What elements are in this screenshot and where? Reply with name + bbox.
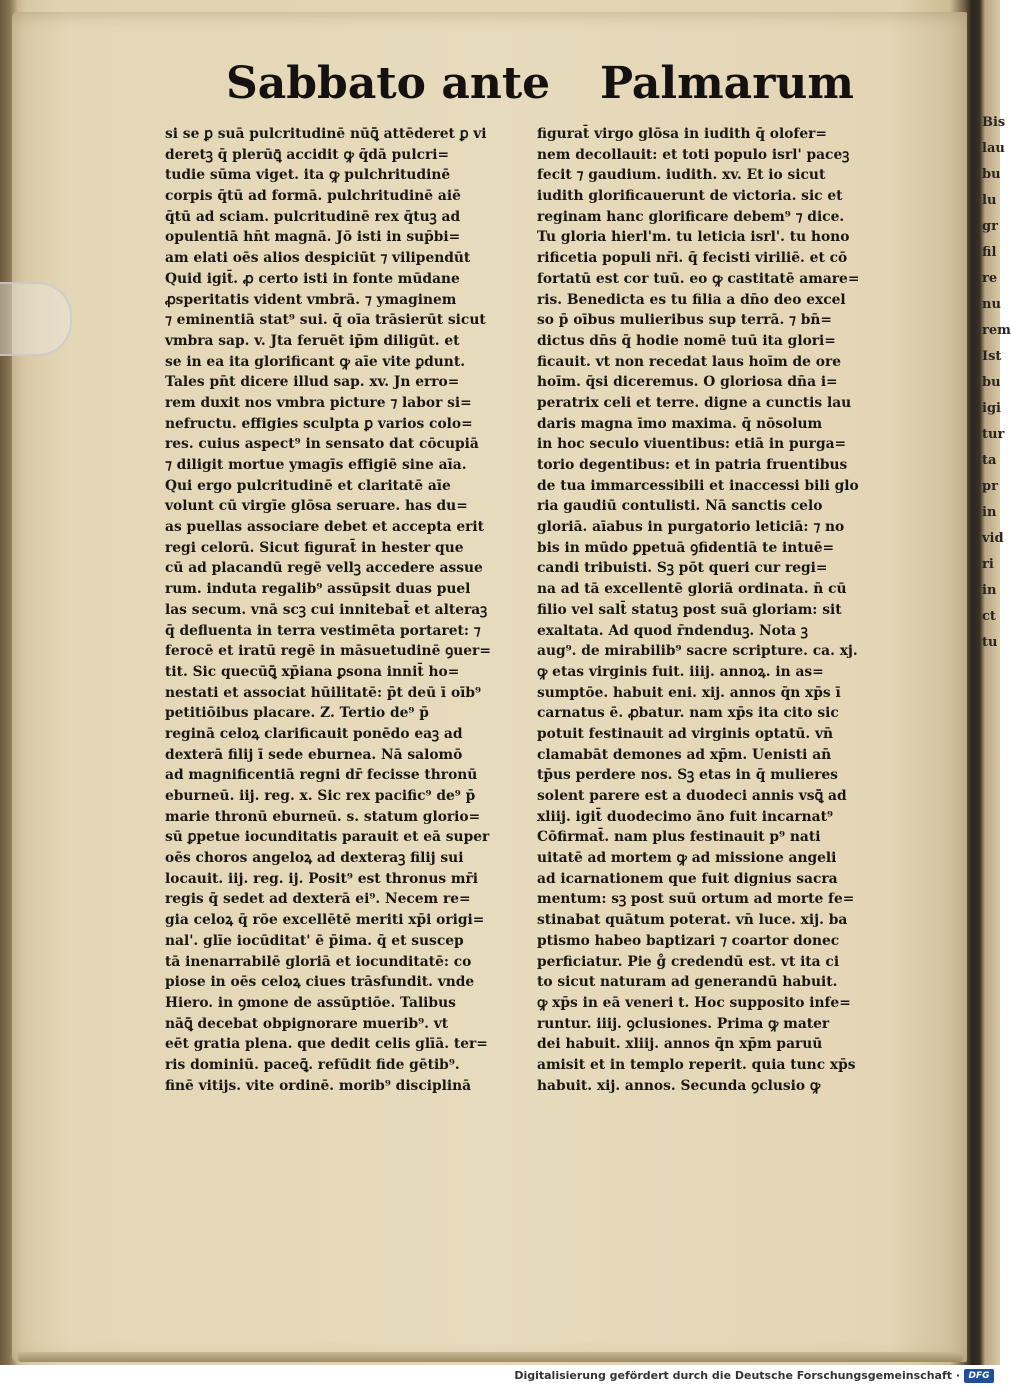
text-line: regis q̄ sedet ad dexterā ei⁹. Necem re=	[165, 891, 471, 908]
text-line: se in ea ita glorificant ꝙ aīe vite ꝑdunt.	[165, 353, 465, 370]
text-line: reginam hanc glorificare debem⁹ ⁊ dice.	[537, 208, 845, 225]
text-line: ⁊ diligit mortue ymagīs effigiē sine aīa.	[165, 457, 467, 473]
text-line: peratrix celi et terre. digne a cunctis lau	[537, 394, 852, 411]
text-line: q̄tū ad sciam. pulcritudinē rex q̄tuꝫ ad	[165, 208, 461, 225]
edge-text-fragment: lau	[982, 141, 1005, 156]
text-line: aug⁹. de mirabilib⁹ sacre scripture. ca. xj.	[537, 643, 858, 660]
text-line: tā inenarrabilē gloriā et iocunditatē: co	[165, 953, 472, 970]
text-line: deretꝫ q̄ plerūꝗ̄ accidit ꝙ q̄dā pulcri=	[165, 146, 450, 163]
text-line: xliij. igit̄ duodecimo āno fuit incarnat⁹	[537, 808, 834, 825]
running-head-left: Sabbato ante	[226, 58, 551, 109]
text-line: cū ad placandū regē vellꝫ accedere assue	[165, 560, 483, 577]
text-line: hoīm. q̄si diceremus. O gloriosa dn̄a i=	[537, 374, 838, 391]
text-line: in hoc seculo viuentibus: etiā in purga=	[537, 436, 847, 453]
text-line: ptismo habeo baptizari ⁊ coartor donec	[537, 932, 840, 949]
text-line: ⁊ eminentiā stat⁹ sui. q̄ oīa trāsierūt sicut	[165, 312, 486, 329]
text-line: ficauit. vt non recedat laus hoīm de ore	[537, 353, 842, 370]
text-line: rum. induta regalib⁹ assūpsit duas puel	[165, 581, 471, 598]
edge-text-fragment: ct	[982, 609, 996, 624]
text-column-right	[537, 124, 899, 1096]
text-line: locauit. iij. reg. ij. Posit⁹ est thronus mr̄i	[165, 870, 479, 887]
text-line: sumptōe. habuit eni. xij. annos q̄n xp̄s ī	[537, 684, 841, 701]
text-line: eēt gratia plena. que dedit celis glīā. ter=	[165, 1036, 488, 1053]
text-line: regi celorū. Sicut figurat̄ in hester que	[165, 539, 464, 556]
edge-text-fragment: Ist	[982, 349, 1002, 364]
text-column-left	[165, 124, 517, 1096]
text-line: nefructu. effigies sculpta ꝑ varios colo=	[165, 415, 473, 432]
text-line: opulentiā hn̄t magnā. Jō isti in sup̄bi=	[165, 229, 461, 246]
text-line: solent parere est a duodeci annis vsꝗ̄ ad	[537, 788, 847, 804]
text-line: de tua immarcessibili et inaccessi bili glo	[537, 477, 859, 494]
footer-bar	[0, 1366, 1000, 1387]
text-line: corpis q̄tū ad formā. pulchritudinē aiē	[165, 188, 461, 205]
text-line: vmbra sap. v. Jta feruēt ip̄m diligūt. et	[165, 332, 460, 349]
text-line: clamabāt demones ad xp̄m. Uenisti an̄	[537, 746, 832, 763]
text-line: piose in oēs celoꝝ ciues trāsfundit. vnde	[165, 974, 475, 991]
text-line: Tu gloria hierl'm. tu leticia isrl'. tu hono	[537, 229, 850, 246]
text-line: ria gaudiū contulisti. Nā sanctis celo	[537, 498, 823, 515]
edge-text-fragment: Bis	[982, 115, 1006, 130]
edge-text-fragment: gr	[982, 219, 998, 234]
text-line: daris magna īmo maxima. q̄ nōsolum	[537, 415, 823, 432]
text-line: tudie sūma viget. ita ꝙ pulchritudinē	[165, 167, 451, 184]
text-line: perficiatur. Pie g̊ credendū est. vt ita ci	[537, 953, 840, 970]
edge-text-fragment: bu	[982, 375, 1001, 390]
text-line: ad icarnationem que fuit dignius sacra	[537, 870, 838, 887]
text-line: am elati oēs alios despiciūt ⁊ vilipendūt	[165, 250, 471, 267]
text-line: so p̄ oībus mulieribus sup terrā. ⁊ bn̄=	[537, 312, 832, 329]
text-line: finē vitijs. vite ordinē. morib⁹ disciplinā	[165, 1077, 472, 1094]
edge-text-fragment: rem	[982, 323, 1011, 338]
text-line: volunt cū virgīe glōsa seruare. has du=	[165, 498, 468, 515]
text-line: Cōfirmat̄. nam plus festinauit p⁹ nati	[537, 829, 821, 846]
text-line: ꝙ xp̄s in eā veneri t. Hoc supposito infe=	[537, 994, 851, 1011]
text-line: dei habuit. xliij. annos q̄n xp̄m paruū	[537, 1036, 823, 1053]
text-line: petitiōibus placare. Z. Tertio de⁹ p̄	[165, 705, 429, 722]
text-line: ris. Benedicta es tu filia a dn̄o deo excel	[537, 291, 846, 308]
text-line: habuit. xij. annos. Secunda ꝯclusio ꝙ	[537, 1077, 821, 1094]
text-line: gia celoꝝ q̄ rōe excellētē meriti xp̄i origi=	[165, 912, 485, 929]
edge-text-fragment: pr	[982, 479, 998, 494]
edge-text-fragment: nu	[982, 297, 1001, 312]
edge-text-fragment: bu	[982, 167, 1001, 182]
text-line: ad magnificentiā regni dr̄ fecisse thronū	[165, 767, 478, 784]
text-line: ꝓsperitatis vident vmbrā. ⁊ ymaginem	[165, 291, 457, 308]
text-line: filio vel salt̄ statuꝫ post suā gloriam: sit	[537, 601, 842, 618]
text-line: figurat̄ virgo glōsa in iudith q̄ olofer=	[537, 126, 827, 142]
page-edge	[18, 1352, 963, 1362]
text-line: torio degentibus: et in patria fruentibus	[537, 457, 848, 473]
running-head-right: Palmarum	[600, 58, 854, 109]
text-line: fecit ⁊ gaudium. iudith. xv. Et io sicut	[537, 167, 826, 184]
text-line: q̄ defluenta in terra vestimēta portaret: ⁊	[165, 622, 481, 639]
text-line: ferocē et iratū regē in māsuetudinē ꝯuer=	[165, 643, 491, 660]
text-line: Hiero. in ꝯmone de assūptiōe. Talibus	[165, 994, 456, 1011]
edge-text-fragment: re	[982, 271, 998, 286]
text-line: rem duxit nos vmbra picture ⁊ labor si=	[165, 394, 472, 411]
bookmark-tab	[0, 282, 72, 356]
edge-text-fragment: tu	[982, 635, 998, 650]
text-line: rificetia populi nr̄i. q̄ fecisti viriliē. et cō	[537, 250, 848, 267]
edge-text-fragment: tur	[982, 427, 1005, 442]
text-line: to sicut naturam ad generandū habuit.	[537, 974, 838, 991]
text-line: eburneū. iij. reg. x. Sic rex pacific⁹ de⁹ p̄	[165, 788, 476, 804]
text-line: uitatē ad mortem ꝙ ad missione angeli	[537, 850, 837, 867]
edge-text-fragment: ta	[982, 453, 997, 468]
text-line: iudith glorificauerunt de victoria. sic et	[537, 188, 843, 205]
text-line: fortatū est cor tuū. eo ꝙ castitatē amare=	[537, 270, 860, 287]
text-line: amisit et in templo reperit. quia tunc xp̄s	[537, 1056, 856, 1073]
text-line: as puellas associare debet et accepta erit	[165, 519, 484, 536]
edge-text-fragment: lu	[982, 193, 997, 208]
edge-text-fragment: in	[982, 505, 997, 520]
text-line: runtur. iiij. ꝯclusiones. Prima ꝙ mater	[537, 1015, 830, 1032]
text-line: ris dominiū. paceꝗ̄. refūdit fide gētib⁹.	[165, 1056, 460, 1073]
text-line: Quid igit̄. ꝓ certo isti in fonte mūdane	[165, 270, 460, 287]
text-line: nem decollauit: et toti populo isrl' paceꝫ	[537, 146, 850, 163]
text-line: tp̄us perdere nos. Sꝫ etas in q̄ mulieres	[537, 767, 838, 784]
text-line: reginā celoꝝ clarificauit ponēdo eaꝫ ad	[165, 725, 463, 742]
text-line: nal'. glīe iocūditat' ē p̄ima. q̄ et suscep	[165, 932, 464, 949]
text-line: ꝙ etas virginis fuit. iiij. annoꝝ. in as=	[537, 663, 824, 680]
funding-notice: Digitalisierung gefördert durch die Deutsche Forschungsgemeinschaft ·	[514, 1369, 960, 1382]
text-line: na ad tā excellentē gloriā ordinata. n̄ cū	[537, 581, 847, 598]
text-line: dictus dn̄s q̄ hodie nomē tuū ita glori=	[537, 332, 836, 349]
text-line: tit. Sic quecūꝗ̄ xp̄iana ꝑsona innit̄ ho=	[165, 663, 460, 680]
text-line: sū ꝑpetue iocunditatis parauit et eā super	[165, 829, 490, 846]
text-line: si se ꝑ suā pulcritudinē nūꝗ̄ attēderet ꝑ vi	[165, 126, 487, 142]
edge-text-fragment: in	[982, 583, 997, 598]
text-line: mentum: sꝫ post suū ortum ad morte fe=	[537, 891, 855, 908]
text-line: gloriā. aīabus in purgatorio leticiā: ⁊ no	[537, 519, 845, 536]
text-line: nestati et associat hūilitatē: p̄t deū ī oīb⁹	[165, 684, 482, 701]
text-line: las secum. vnā scꝫ cui innitebat̄ et alteraꝫ	[165, 601, 488, 618]
dfg-logo: DFG	[964, 1369, 994, 1383]
text-line: res. cuius aspect⁹ in sensato dat cōcupiā	[165, 436, 479, 453]
text-line: dexterā filij ī sede eburnea. Nā salomō	[165, 746, 463, 763]
text-line: Qui ergo pulcritudinē et claritatē aīe	[165, 477, 451, 494]
text-line: nāꝗ̄ decebat obpignorare muerib⁹. vt	[165, 1015, 449, 1032]
edge-text-fragment: fil	[982, 245, 997, 260]
facing-page-fragment	[982, 110, 1011, 656]
text-line: carnatus ē. ꝓbatur. nam xp̄s ita cito sic	[537, 705, 839, 722]
edge-text-fragment: igi	[982, 401, 1001, 416]
text-line: stinabat quātum poterat. vn̄ luce. xij. ba	[537, 912, 848, 929]
text-line: potuit festinauit ad virginis optatū. vn̄	[537, 725, 834, 742]
text-line: Tales pn̄t dicere illud sap. xv. Jn erro=	[165, 374, 460, 391]
text-line: oēs choros angeloꝝ ad dexteraꝫ filij sui	[165, 850, 464, 867]
edge-text-fragment: ri	[982, 557, 994, 572]
text-line: bis in mūdo ꝑpetuā ꝯfidentiā te intuē=	[537, 539, 835, 556]
text-line: exaltata. Ad quod r̄ndenduꝫ. Nota ꝫ	[537, 622, 808, 639]
text-line: candi tribuisti. Sꝫ pōt queri cur regi=	[537, 560, 828, 577]
edge-text-fragment: vid	[982, 531, 1004, 546]
text-line: marie thronū eburneū. s. statum glorio=	[165, 808, 481, 825]
